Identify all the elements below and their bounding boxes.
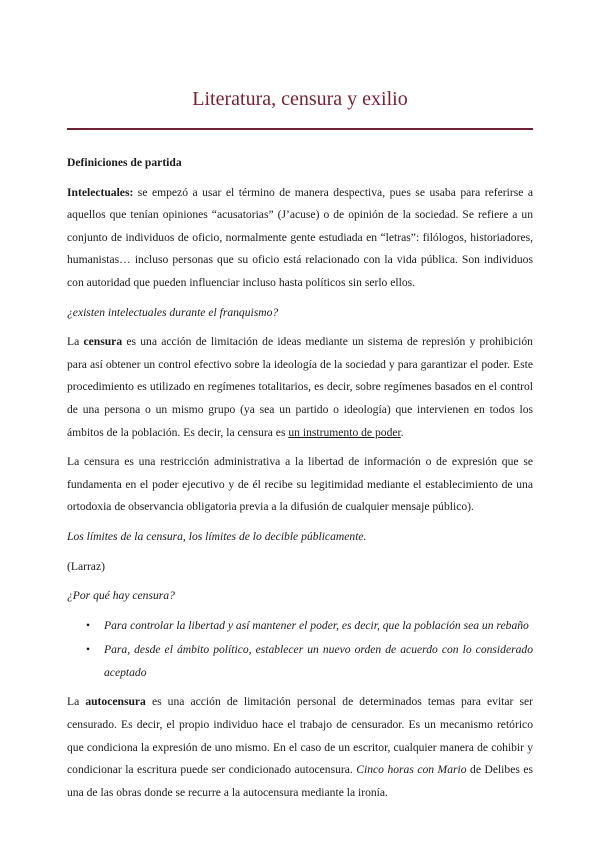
title-divider — [67, 128, 533, 130]
autocensura-end: de Delibes es una de las obras donde se recurre a la autocensura mediante la ironía. — [67, 763, 533, 799]
question-intelectuales: ¿existen intelectuales durante el franquismo? — [67, 305, 279, 319]
censura-end: . — [400, 425, 404, 439]
censura-lead: La — [67, 335, 84, 349]
term-censura: censura — [83, 335, 123, 349]
section-heading: Definiciones de partida — [67, 156, 182, 169]
paragraph-censura-2: La censura es una restricción administrativa a la libertad de información o de expresión que se fundamenta en el poder ejecutivo y de él recibe su legitimidad mediante el establecimiento de una ortodoxia de observancia obligatoria previa a la difusión de cualquier mensaje público). — [67, 455, 533, 514]
paragraph-autocensura — [67, 691, 533, 804]
list-item — [86, 639, 533, 684]
definition-intelectuales: se empezó a usar el término de manera despectiva, pues se usaba para referirse a aquellos que tenían opiniones “acusatorias” (J’acuse) o de opinión de la sociedad. Se refiere a un conjunto de individuos de oficio, normalmente gente estudiada en “letras”: filólogos, historiadores, humanistas… incluso personas que su oficio está relacionado con la vida pública. Son individuos con autoridad que pueden influenciar incluso hasta políticos sin serlo ellos. — [67, 185, 533, 289]
reason-text: Para, desde el ámbito político, establecer un nuevo orden de acuerdo con lo considerado aceptado — [104, 643, 533, 679]
bullet-icon: • — [86, 643, 91, 657]
quote: Los límites de la censura, los límites de lo decible públicamente. — [67, 529, 367, 543]
term-intelectuales: Intelectuales: — [67, 185, 134, 199]
paragraph-intelectuales — [67, 182, 533, 295]
definition-censura: es una acción de limitación de ideas mediante un sistema de represión y prohibición para así obtener un control efectivo sobre la ideología de la sociedad y para garantizar el poder. Este procedimiento es utilizado en regímenes totalitarios, es decir, sobre regímenes basados en el control de una persona o un mismo grupo (ya sea un partido o ideología) que intervienen en todos los ámbitos de la población. Es decir, la censura es — [67, 335, 533, 439]
question-censura: ¿Por qué hay censura? — [67, 589, 175, 603]
paragraph-censura — [67, 331, 533, 444]
work-title: Cinco horas con Mario — [356, 763, 467, 777]
definition-autocensura: es una acción de limitación personal de determinados temas para evitar ser censurado. Es decir, el propio individuo hace el trabajo de censurador. Es un mecanismo retórico que condiciona la expresión de uno mismo. En el caso de un escritor, cualquier manera de cohibir y condicionar la escritura puede ser condicionado autocensura. — [67, 695, 533, 777]
autocensura-lead: La — [67, 695, 86, 709]
page-title: Literatura, censura y exilio — [192, 88, 408, 110]
reason-text: Para controlar la libertad y así mantener el poder, es decir, que la población sea un rebaño — [104, 618, 529, 632]
quote-source: (Larraz) — [67, 559, 105, 573]
term-autocensura: autocensura — [85, 695, 146, 709]
reasons-list — [67, 615, 533, 685]
document-body — [67, 152, 533, 811]
bullet-icon: • — [86, 618, 91, 632]
underlined-phrase: un instrumento de poder — [288, 425, 401, 439]
list-item — [86, 615, 533, 638]
